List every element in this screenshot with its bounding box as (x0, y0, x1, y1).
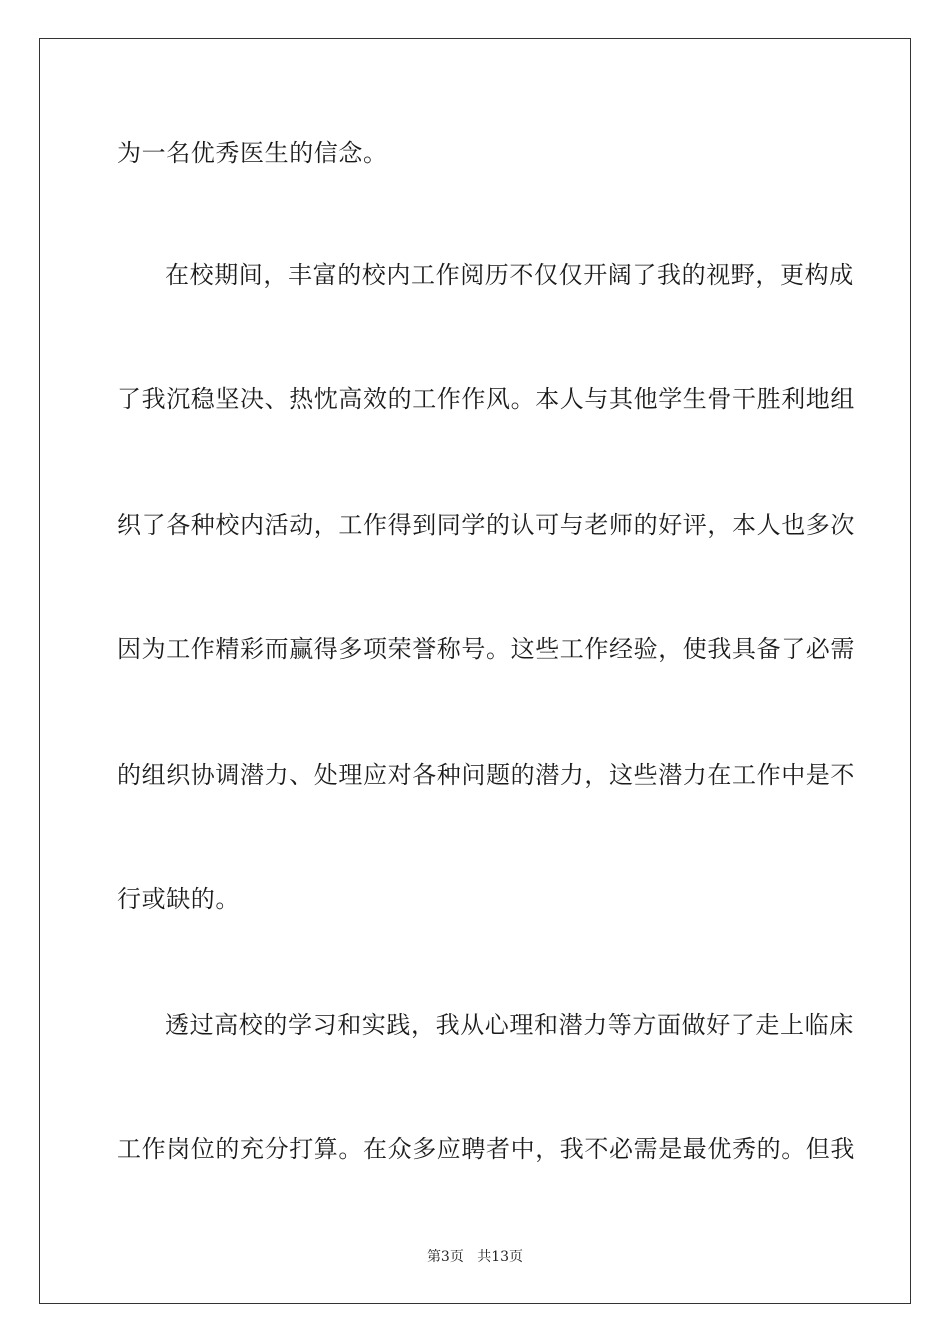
body-line-5: 因为工作精彩而赢得多项荣誉称号。这些工作经验，使我具备了必需 (117, 635, 855, 663)
page-number: 第3页 (426, 1249, 464, 1265)
page-border (39, 38, 911, 1304)
body-line-7: 行或缺的。 (117, 885, 240, 913)
body-line-4: 织了各种校内活动，工作得到同学的认可与老师的好评，本人也多次 (117, 511, 855, 539)
body-line-3: 了我沉稳坚决、热忱高效的工作作风。本人与其他学生骨干胜利地组 (117, 385, 855, 413)
body-line-1: 为一名优秀医生的信念。 (117, 139, 388, 167)
body-line-2: 在校期间，丰富的校内工作阅历不仅仅开阔了我的视野，更构成 (165, 261, 854, 289)
page-total: 共13页 (477, 1249, 524, 1265)
body-line-8: 透过高校的学习和实践，我从心理和潜力等方面做好了走上临床 (165, 1011, 854, 1039)
body-line-9: 工作岗位的充分打算。在众多应聘者中，我不必需是最优秀的。但我 (117, 1135, 855, 1163)
page-footer (0, 1248, 950, 1266)
body-line-6: 的组织协调潜力、处理应对各种问题的潜力，这些潜力在工作中是不 (117, 761, 855, 789)
